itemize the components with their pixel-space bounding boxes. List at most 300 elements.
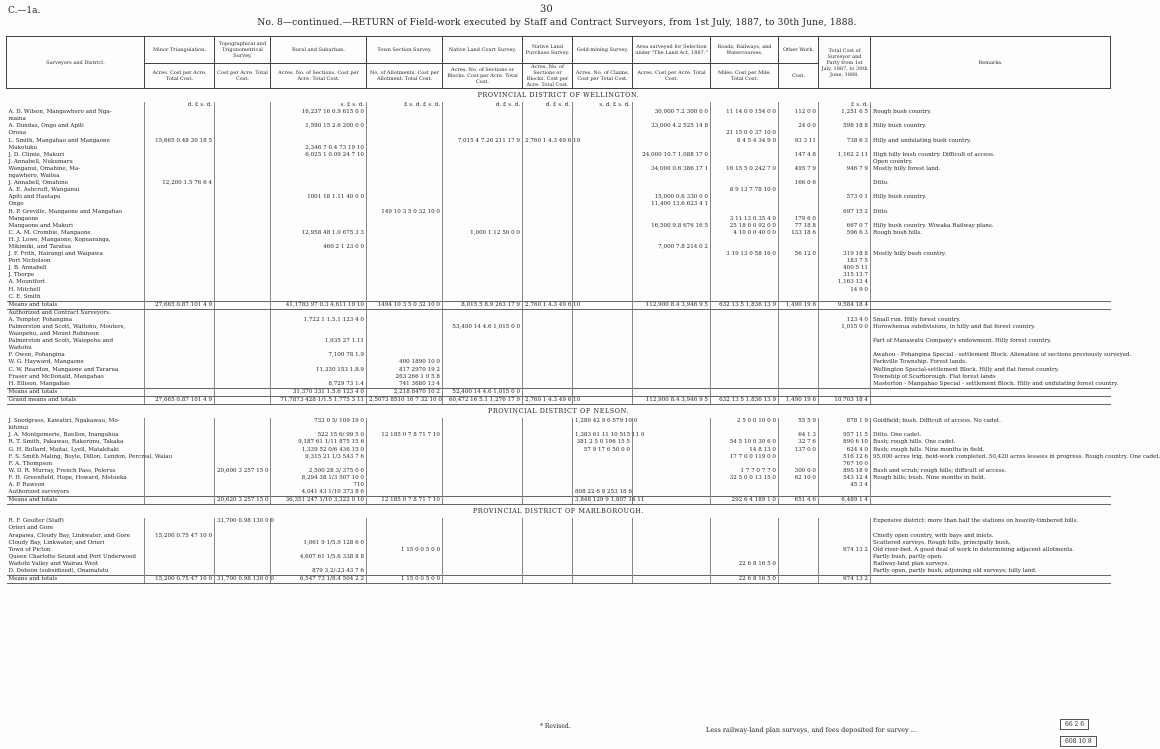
cell-total: 319 18 8	[819, 251, 871, 258]
cell-town: 1 15 0 0 5 0 0	[367, 547, 443, 554]
cell-minor	[145, 294, 215, 302]
cell-total	[819, 388, 871, 396]
cell-remarks	[871, 497, 1111, 505]
cell-total: 767 10 0	[819, 461, 871, 468]
cell-nlp	[523, 533, 573, 540]
footnote-less: Less railway-land plan surveys, and fees deposited for survey ...	[706, 726, 917, 734]
cell-minor	[145, 568, 215, 576]
cell-area	[633, 173, 711, 180]
cell-nlc	[443, 187, 523, 194]
cell-other	[779, 272, 819, 279]
cell-gold	[573, 561, 633, 568]
cell-nlc	[443, 130, 523, 137]
cell-nlc	[443, 367, 523, 374]
cell-gold	[573, 331, 633, 338]
cell-total	[819, 525, 871, 532]
cell-other	[779, 533, 819, 540]
cell-area	[633, 102, 711, 109]
cell-nlp	[523, 418, 573, 425]
cell-total	[819, 116, 871, 123]
cell-area	[633, 209, 711, 216]
table-row	[7, 237, 1111, 244]
cell-other: 93 3 11	[779, 138, 819, 145]
col-land-act-area: Area surveyed for Selection under "The Land Act, 1887."	[633, 37, 711, 64]
cell-rural	[271, 130, 367, 137]
cell-town: 1494 10 3 5 0 32 10 0	[367, 301, 443, 309]
cell-nlc	[443, 547, 523, 554]
cell-remarks: Township of Scarborough. Flat forest lands	[871, 374, 1111, 381]
cell-total: 946 7 9	[819, 166, 871, 173]
cell-nlp	[523, 287, 573, 294]
table-row	[7, 287, 1111, 294]
cell-area	[633, 331, 711, 338]
cell-nlp	[523, 201, 573, 208]
table-row	[7, 374, 1111, 381]
cell-gold	[573, 475, 633, 482]
cell-gold	[573, 381, 633, 389]
cell-gold	[573, 547, 633, 554]
cell-remarks	[871, 489, 1111, 497]
cell-minor	[145, 279, 215, 286]
cell-area	[633, 287, 711, 294]
cell-total	[819, 425, 871, 432]
cell-nlc	[443, 265, 523, 272]
cell-gold	[573, 223, 633, 230]
table-row	[7, 540, 1111, 547]
cell-area	[633, 489, 711, 497]
cell-remarks	[871, 116, 1111, 123]
cell-total	[819, 533, 871, 540]
cell-gold	[573, 294, 633, 302]
cell-name: G. H. Bullard, Maitai, Lyell, Matakitaki	[8, 446, 119, 453]
cell-name: F. A. Thompson	[8, 460, 53, 467]
cell-nlp	[523, 324, 573, 331]
cell-rural: 8,729 73 1.4	[271, 381, 367, 389]
cell-area	[633, 251, 711, 258]
cell-town: 1 15 0 0 5 0 0	[367, 576, 443, 584]
cell-rural	[271, 251, 367, 258]
table-row	[7, 425, 1111, 432]
cell-name: J. F. Frith, Hairangi and Waipawa	[8, 251, 103, 258]
cell-minor	[145, 367, 215, 374]
cell-remarks	[871, 425, 1111, 432]
cell-roads: 22 6 8 16 5 0	[711, 561, 779, 568]
cell-name: C. W. Reardon, Mangaone and Tararua	[8, 366, 119, 373]
cell-roads: 2 5 0 0 10 0 0	[711, 418, 779, 425]
cell-remarks	[871, 294, 1111, 302]
cell-town	[367, 317, 443, 324]
cell-topo	[215, 152, 271, 159]
cell-topo	[215, 216, 271, 223]
cell-other	[779, 279, 819, 286]
cell-other	[779, 352, 819, 359]
cell-gold	[573, 265, 633, 272]
cell-remarks: Rough hills; bush. Nine months in field.	[871, 475, 1111, 482]
cell-total	[819, 381, 871, 389]
cell-minor	[145, 359, 215, 366]
table-row	[7, 123, 1111, 130]
cell-remarks: Scattered surveys. Rough hills, principally bush.	[871, 540, 1111, 547]
cell-rural: 9,315 21 1/3 543 7 6	[271, 454, 367, 461]
cell-town	[367, 258, 443, 265]
cell-town	[367, 540, 443, 547]
cell-nlp	[523, 109, 573, 116]
table-row	[7, 454, 1111, 461]
footnote-value-2: 608 10 8	[1060, 736, 1097, 747]
cell-minor	[145, 317, 215, 324]
cell-total: 697 15 2	[819, 209, 871, 216]
cell-rural	[271, 294, 367, 302]
cell-other	[779, 317, 819, 324]
cell-roads	[711, 381, 779, 389]
cell-total: 1,015 0 0	[819, 324, 871, 331]
cell-minor	[145, 388, 215, 396]
cell-gold	[573, 518, 633, 525]
table-row	[7, 180, 1111, 187]
cell-remarks: Ditto.	[871, 209, 1111, 216]
col-native-land-purchase: Native Land Purchase Survey.	[523, 37, 573, 64]
page-title: No. 8—continued.—RETURN of Field-work executed by Staff and Contract Surveyors, from 1st July, 1887, to 30th June, 1888.	[257, 18, 857, 28]
cell-town	[367, 216, 443, 223]
cell-nlc	[443, 216, 523, 223]
col-gold-mining: Gold-mining Survey.	[573, 37, 633, 64]
cell-gold	[573, 359, 633, 366]
cell-total	[819, 201, 871, 208]
cell-remarks	[871, 482, 1111, 489]
table-row	[7, 201, 1111, 208]
cell-minor	[145, 145, 215, 152]
cell-town	[367, 425, 443, 432]
cell-roads: 21 15 0 0 37 10 0	[711, 130, 779, 137]
cell-minor	[145, 265, 215, 272]
cell-rural	[271, 561, 367, 568]
totals-row	[7, 396, 1111, 404]
cell-name: H. Mitchell	[8, 286, 41, 293]
cell-nlc	[443, 475, 523, 482]
cell-roads: 3 11 13 0 35 4 0	[711, 216, 779, 223]
cell-topo	[215, 381, 271, 389]
cell-gold	[573, 396, 633, 404]
cell-other	[779, 425, 819, 432]
cell-nlp	[523, 554, 573, 561]
cell-nlc	[443, 352, 523, 359]
cell-total	[819, 309, 871, 317]
cell-nlp	[523, 561, 573, 568]
cell-roads: 54 5 10 0 30 6 0	[711, 439, 779, 446]
col-native-land-court: Native Land Court Survey.	[443, 37, 523, 64]
cell-town: 149 10 3 5 0 32 10 0	[367, 209, 443, 216]
cell-nlc: 7,015 4 7.26 211 17 9	[443, 138, 523, 145]
cell-town	[367, 138, 443, 145]
cell-total: 667 0 7	[819, 223, 871, 230]
cell-minor	[145, 468, 215, 475]
cell-other	[779, 568, 819, 576]
cell-name: Grand means and totals	[7, 396, 145, 404]
cell-roads	[711, 258, 779, 265]
cell-name: Mikimiki, and Taratua	[8, 243, 72, 250]
cell-total	[819, 237, 871, 244]
cell-topo	[215, 352, 271, 359]
cell-rural	[271, 547, 367, 554]
cell-rural	[271, 187, 367, 194]
sub-nlc: Acres. No. of Sections or Blocks. Cost per Acre. Total Cost.	[443, 64, 523, 89]
cell-town	[367, 116, 443, 123]
cell-gold: 381 2 5 0 106 15 5	[573, 439, 633, 446]
col-rural-suburban: Rural and Suburban.	[271, 37, 367, 64]
cell-topo	[215, 359, 271, 366]
cell-roads	[711, 272, 779, 279]
cell-roads	[711, 194, 779, 201]
totals-row	[7, 576, 1111, 584]
table-row	[7, 381, 1111, 389]
cell-topo	[215, 272, 271, 279]
section-wellington	[7, 89, 1132, 405]
cell-name: Waiopehu, and Mount Robinson	[8, 331, 99, 338]
cell-roads	[711, 317, 779, 324]
cell-topo	[215, 237, 271, 244]
cell-name: Authorized surveyors	[8, 489, 70, 496]
cell-area	[633, 216, 711, 223]
cell-town: £ s. d. £ s. d.	[367, 102, 443, 109]
cell-topo	[215, 251, 271, 258]
cell-nlc	[443, 540, 523, 547]
cell-nlc	[443, 489, 523, 497]
cell-minor	[145, 309, 215, 317]
cell-gold	[573, 272, 633, 279]
cell-other: 495 7 9	[779, 166, 819, 173]
cell-name: J. Snodgrass, Kawatiri, Ngakawau, Mo-	[8, 418, 120, 425]
cell-area	[633, 388, 711, 396]
cell-topo	[215, 388, 271, 396]
cell-town	[367, 489, 443, 497]
cell-name: B. P. Greville, Mangaone and Mangahao	[8, 208, 123, 215]
cell-area: 112,900 8.4 3,946 9 5	[633, 396, 711, 404]
cell-roads	[711, 294, 779, 302]
cell-roads: 632 13 5 1,836 13 9	[711, 396, 779, 404]
cell-town	[367, 130, 443, 137]
cell-minor	[145, 287, 215, 294]
cell-rural: 522 15 6/ 99 5 0	[271, 432, 367, 439]
cell-minor	[145, 166, 215, 173]
cell-nlp	[523, 568, 573, 576]
cell-gold	[573, 568, 633, 576]
table-row	[7, 561, 1111, 568]
cell-remarks	[871, 279, 1111, 286]
cell-topo	[215, 301, 271, 309]
cell-nlc	[443, 116, 523, 123]
cell-remarks	[871, 145, 1111, 152]
cell-topo	[215, 244, 271, 251]
cell-remarks: Awahou - Pohangina Special - settlement Block. Alienation of sections previously surveyed.	[871, 352, 1111, 359]
cell-name: kihinui	[8, 425, 29, 432]
cell-nlc	[443, 338, 523, 345]
cell-town	[367, 461, 443, 468]
cell-topo	[215, 324, 271, 331]
cell-rural	[271, 116, 367, 123]
cell-remarks: Ditto. One cadet.	[871, 432, 1111, 439]
cell-total	[819, 159, 871, 166]
cell-nlp	[523, 166, 573, 173]
cell-total: 6,489 1 4	[819, 497, 871, 505]
cell-total	[819, 187, 871, 194]
cell-gold	[573, 287, 633, 294]
cell-roads	[711, 287, 779, 294]
table-row	[7, 130, 1111, 137]
cell-rural: 1,061 9 1/5.9 128 6 0	[271, 540, 367, 547]
cell-minor	[145, 345, 215, 352]
cell-area	[633, 554, 711, 561]
cell-town	[367, 251, 443, 258]
cell-gold	[573, 301, 633, 309]
cell-name: Oroua	[8, 130, 27, 137]
cell-topo	[215, 489, 271, 497]
cell-town	[367, 338, 443, 345]
cell-minor	[145, 201, 215, 208]
cell-nlc: 8,015 5 8.9 263 17 9	[443, 301, 523, 309]
cell-name: maina	[8, 116, 26, 123]
cell-name: Arapawa, Cloudy Bay, Linkwater, and Gore	[8, 532, 131, 539]
cell-remarks	[871, 301, 1111, 309]
cell-gold	[573, 237, 633, 244]
cell-nlp	[523, 425, 573, 432]
cell-other: 300 0 0	[779, 468, 819, 475]
cell-minor	[145, 272, 215, 279]
cell-gold	[573, 388, 633, 396]
cell-remarks: Rough bush hills.	[871, 230, 1111, 237]
cell-town: 263 266 1 0 5 8	[367, 374, 443, 381]
table-row	[7, 317, 1111, 324]
cell-remarks: Wellington Special-settlement Block. Hilly and flat forest country.	[871, 367, 1111, 374]
cell-name: R. T. Smith, Pakawau, Rakerimu, Takaka	[8, 439, 124, 446]
cell-area	[633, 265, 711, 272]
cell-rural	[271, 374, 367, 381]
cell-roads	[711, 461, 779, 468]
cell-remarks	[871, 201, 1111, 208]
cell-town	[367, 194, 443, 201]
table-row	[7, 324, 1111, 331]
cell-rural: 16,237 16 0.9 615 0 0	[271, 109, 367, 116]
cell-rural	[271, 309, 367, 317]
cell-other: 133 18 6	[779, 230, 819, 237]
cell-area	[633, 159, 711, 166]
cell-gold	[573, 540, 633, 547]
cell-gold	[573, 130, 633, 137]
cell-area	[633, 180, 711, 187]
cell-name: Mangaone	[8, 215, 39, 222]
cell-town	[367, 468, 443, 475]
cell-gold	[573, 201, 633, 208]
cell-gold	[573, 258, 633, 265]
cell-other	[779, 359, 819, 366]
cell-gold	[573, 454, 633, 461]
table-row	[7, 352, 1111, 359]
cell-nlp	[523, 159, 573, 166]
cell-nlc	[443, 294, 523, 302]
cell-other	[779, 381, 819, 389]
cell-nlc	[443, 518, 523, 525]
cell-nlp	[523, 145, 573, 152]
col-topographical: Topographical and Trigonometrical Survey.	[215, 37, 271, 64]
cell-other	[779, 258, 819, 265]
cell-nlp	[523, 331, 573, 338]
table-row	[7, 251, 1111, 258]
cell-area	[633, 447, 711, 454]
cell-gold	[573, 425, 633, 432]
cell-nlc	[443, 251, 523, 258]
cell-minor: d. £ s. d.	[145, 102, 215, 109]
cell-area: 30,000 7.2 300 0 0	[633, 109, 711, 116]
cell-remarks: Hilly bush country.	[871, 123, 1111, 130]
cell-remarks	[871, 525, 1111, 532]
cell-nlp	[523, 173, 573, 180]
cell-rural: 2,346 7 0.4 73 19 10	[271, 145, 367, 152]
cell-topo	[215, 425, 271, 432]
cell-rural: 733 0 5/ 109 19 0	[271, 418, 367, 425]
cell-name: F. S. Smith Maling, Boyle, Dillon, Lendon, Percival, Waiau	[8, 453, 173, 460]
cell-nlc	[443, 425, 523, 432]
cell-nlp	[523, 576, 573, 584]
table-row	[7, 554, 1111, 561]
cell-nlc	[443, 568, 523, 576]
cell-area	[633, 454, 711, 461]
cell-area	[633, 425, 711, 432]
cell-topo	[215, 439, 271, 446]
cell-town	[367, 533, 443, 540]
cell-town	[367, 324, 443, 331]
cell-roads	[711, 533, 779, 540]
cell-nlc	[443, 359, 523, 366]
cell-nlc	[443, 145, 523, 152]
table-row	[7, 568, 1111, 576]
table-row	[7, 138, 1111, 145]
cell-total	[819, 294, 871, 302]
cell-topo	[215, 482, 271, 489]
col-total-cost: Total Cost of Surveyor and Party from 1st July, 1887, to 30th June, 1888.	[819, 37, 871, 89]
cell-nlp	[523, 209, 573, 216]
cell-total: 10,703 18 4	[819, 396, 871, 404]
cell-rural	[271, 237, 367, 244]
cell-nlc	[443, 497, 523, 505]
cell-nlc	[443, 309, 523, 317]
cell-minor	[145, 547, 215, 554]
cell-remarks: Mostly hilly bush country.	[871, 251, 1111, 258]
cell-minor	[145, 489, 215, 497]
cell-name: Apiti and Hautapu	[8, 194, 61, 201]
cell-minor	[145, 381, 215, 389]
cell-roads	[711, 540, 779, 547]
cell-roads	[711, 518, 779, 525]
cell-total: 9,584 18 4	[819, 301, 871, 309]
cell-nlp	[523, 309, 573, 317]
totals-row	[7, 301, 1111, 309]
cell-other	[779, 194, 819, 201]
cell-roads	[711, 489, 779, 497]
cell-total: 738 6 3	[819, 138, 871, 145]
cell-area	[633, 237, 711, 244]
cell-area	[633, 525, 711, 532]
cell-roads	[711, 345, 779, 352]
cell-town	[367, 294, 443, 302]
cell-nlp	[523, 540, 573, 547]
footnote-value-1: 66 2 6	[1060, 719, 1089, 730]
cell-other	[779, 145, 819, 152]
cell-nlc	[443, 461, 523, 468]
cell-minor	[145, 173, 215, 180]
cell-name: F. H. Greenfield, Hope, Howard, Motueka	[8, 474, 127, 481]
cell-topo	[215, 447, 271, 454]
cell-area: 34,000 0.6 386 17 1	[633, 166, 711, 173]
cell-total	[819, 374, 871, 381]
